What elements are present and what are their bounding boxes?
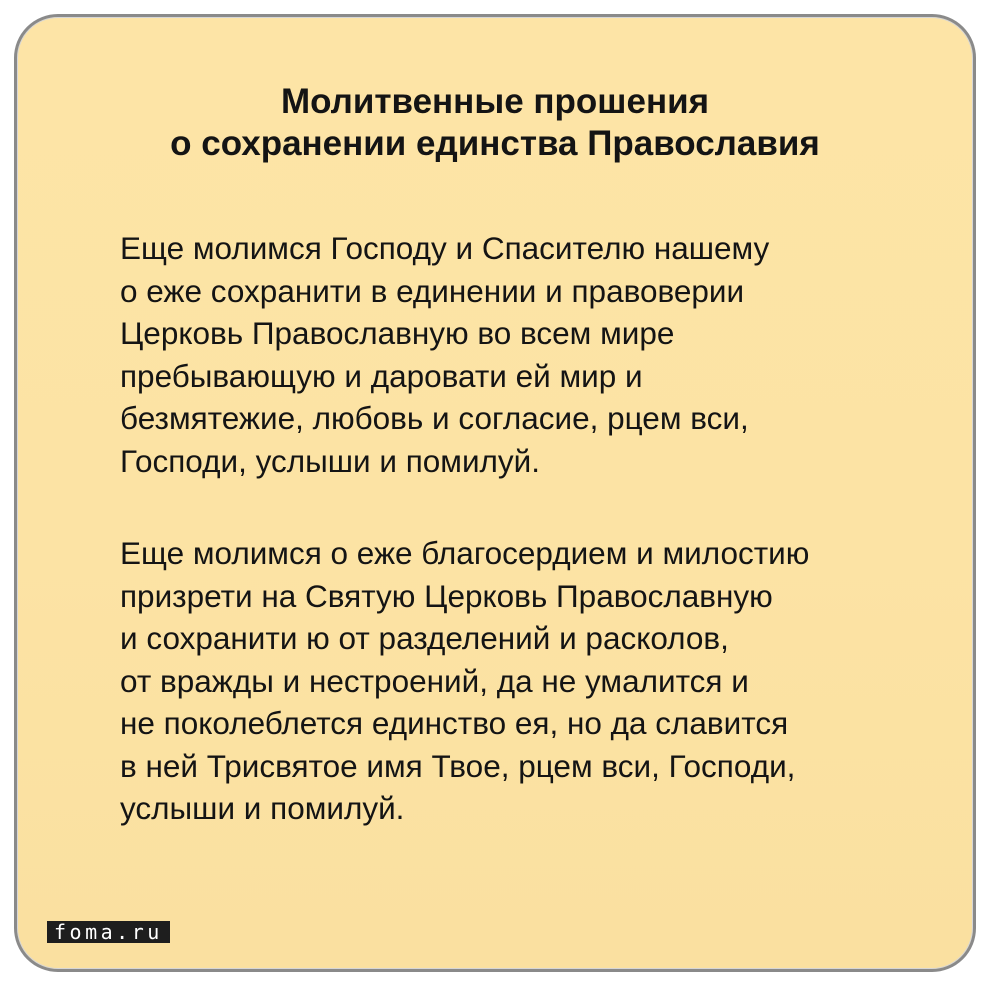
text-line: Еще молимся Господу и Спасителю нашему	[120, 230, 770, 266]
text-line: Господи, услыши и помилуй.	[120, 442, 541, 479]
text-line: от вражды и нестроений, да не умалится и	[120, 662, 749, 699]
text-line: в ней Трисвятое имя Твое, рцем вси, Господи,	[120, 747, 796, 784]
text-line: призрети на Святую Церковь Православную	[120, 577, 773, 614]
title-line: о сохранении единства Православия	[170, 124, 820, 163]
title-line: Молитвенные прошения	[280, 82, 710, 121]
text-line: Еще молимся о еже благосердием и милостию	[120, 535, 810, 571]
text-line: услыши и помилуй.	[120, 790, 405, 826]
prayer-paragraph-1	[120, 227, 940, 482]
text-line: о еже сохранити в единении и правоверии	[120, 272, 745, 309]
text-line: безмятежие, любовь и согласие, рцем вси,	[120, 400, 749, 436]
text-line: и сохранити ю от разделений и расколов,	[120, 620, 729, 656]
text-line: пребывающую и даровати ей мир и	[120, 357, 643, 394]
prayer-paragraph-2	[120, 532, 940, 830]
prayer-card	[14, 14, 976, 972]
text-line: не поколеблется единство ея, но да славится	[120, 705, 789, 741]
prayer-title	[17, 81, 973, 165]
foma-logo: foma.ru	[47, 921, 170, 943]
text-line: Церковь Православную во всем мире	[120, 315, 675, 351]
